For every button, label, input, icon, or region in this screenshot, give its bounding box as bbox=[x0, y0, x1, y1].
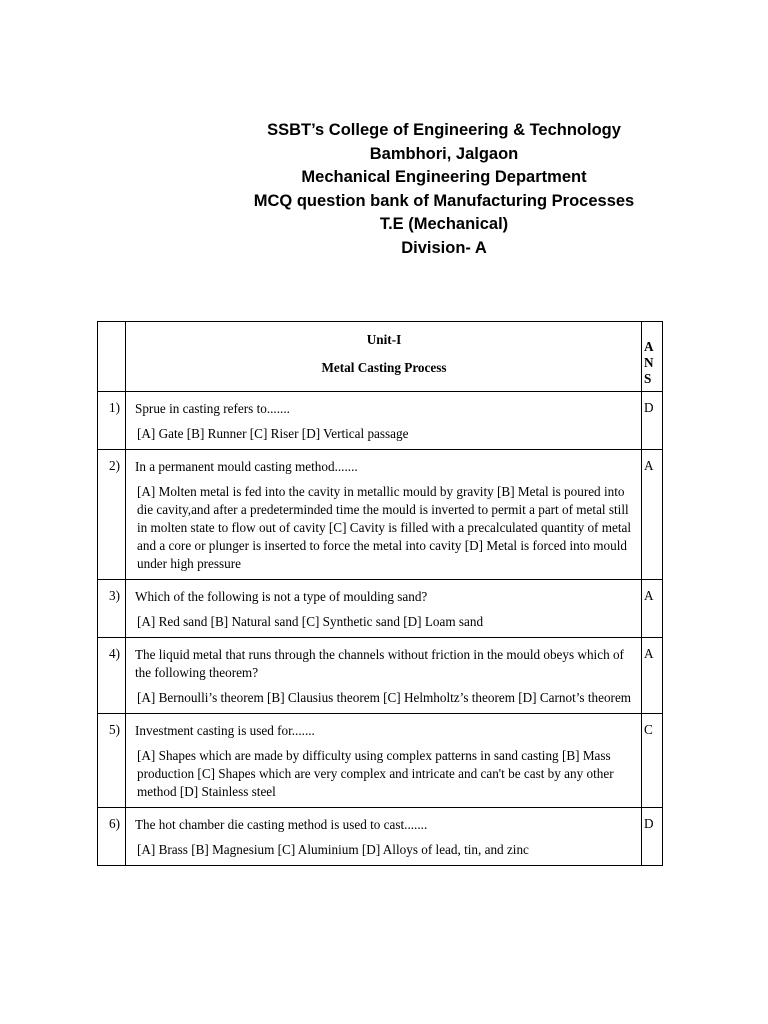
question-text: The liquid metal that runs through the channels without friction in the mould obeys which of the following theorem? bbox=[135, 647, 624, 680]
question-number: 1) bbox=[98, 392, 126, 450]
question-number: 4) bbox=[98, 638, 126, 714]
question-cell bbox=[126, 808, 642, 866]
table-row bbox=[98, 580, 663, 638]
question-options: [A] Bernoulli’s theorem [B] Clausius theorem [C] Helmholtz’s theorem [D] Carnot’s theorem bbox=[137, 690, 632, 705]
college-location: Bambhori, Jalgaon bbox=[369, 144, 519, 163]
question-options: [A] Gate [B] Runner [C] Riser [D] Vertical passage bbox=[137, 426, 409, 441]
question-text: In a permanent mould casting method....... bbox=[135, 459, 358, 474]
answer-cell: D bbox=[642, 808, 663, 866]
unit-label: Unit-I bbox=[366, 332, 402, 347]
division-name: Division- A bbox=[401, 238, 487, 257]
answer-cell: A bbox=[642, 580, 663, 638]
answer-header-letter: N bbox=[644, 355, 654, 370]
table-row bbox=[98, 714, 663, 808]
question-options: [A] Brass [B] Magnesium [C] Aluminium [D] Alloys of lead, tin, and zinc bbox=[137, 842, 529, 857]
header-number-cell bbox=[98, 322, 126, 392]
answer-header-cell bbox=[642, 322, 663, 392]
table-row bbox=[98, 638, 663, 714]
table-row bbox=[98, 392, 663, 450]
answer-header-letter: S bbox=[644, 371, 652, 386]
question-options: [A] Shapes which are made by difficulty using complex patterns in sand casting [B] Mass production [C] Shapes which are very complex and intricate and can't be cast by any other method [D] Stainless steel bbox=[137, 748, 614, 799]
question-cell bbox=[126, 450, 642, 580]
answer-cell: C bbox=[642, 714, 663, 808]
department-name: Mechanical Engineering Department bbox=[301, 168, 587, 186]
college-name: SSBT’s College of Engineering & Technology bbox=[267, 121, 621, 139]
question-text: Sprue in casting refers to....... bbox=[135, 401, 290, 416]
table-row bbox=[98, 808, 663, 866]
question-options: [A] Molten metal is fed into the cavity in metallic mould by gravity [B] Metal is poured into die cavity,and after a predeterminded time the mould is inverted to permit a part of metal still in molten state to flow out of cavity [C] Cavity is filled with a precalculated quantity of metal and a core or plunger is inserted to force the metal into cavity [D] Metal is forced into mould under high pressure bbox=[137, 484, 632, 571]
answer-cell: D bbox=[642, 392, 663, 450]
document-header bbox=[0, 119, 768, 260]
answer-cell: A bbox=[642, 450, 663, 580]
question-number: 2) bbox=[98, 450, 126, 580]
question-bank-title: MCQ question bank of Manufacturing Processes bbox=[253, 191, 635, 210]
question-text: Investment casting is used for....... bbox=[135, 723, 315, 738]
table-header-row bbox=[98, 322, 663, 392]
answer-cell: A bbox=[642, 638, 663, 714]
question-number: 6) bbox=[98, 808, 126, 866]
question-text: Which of the following is not a type of moulding sand? bbox=[135, 589, 428, 604]
question-text: The hot chamber die casting method is used to cast....... bbox=[135, 817, 428, 832]
unit-cell bbox=[126, 322, 642, 392]
question-table bbox=[97, 321, 663, 866]
question-cell bbox=[126, 714, 642, 808]
unit-title: Metal Casting Process bbox=[321, 360, 447, 375]
question-cell bbox=[126, 580, 642, 638]
table-row bbox=[98, 450, 663, 580]
class-name: T.E (Mechanical) bbox=[379, 215, 509, 233]
question-number: 5) bbox=[98, 714, 126, 808]
question-cell bbox=[126, 638, 642, 714]
question-number: 3) bbox=[98, 580, 126, 638]
question-options: [A] Red sand [B] Natural sand [C] Synthetic sand [D] Loam sand bbox=[137, 614, 484, 629]
question-cell bbox=[126, 392, 642, 450]
answer-header-letter: A bbox=[644, 339, 654, 354]
